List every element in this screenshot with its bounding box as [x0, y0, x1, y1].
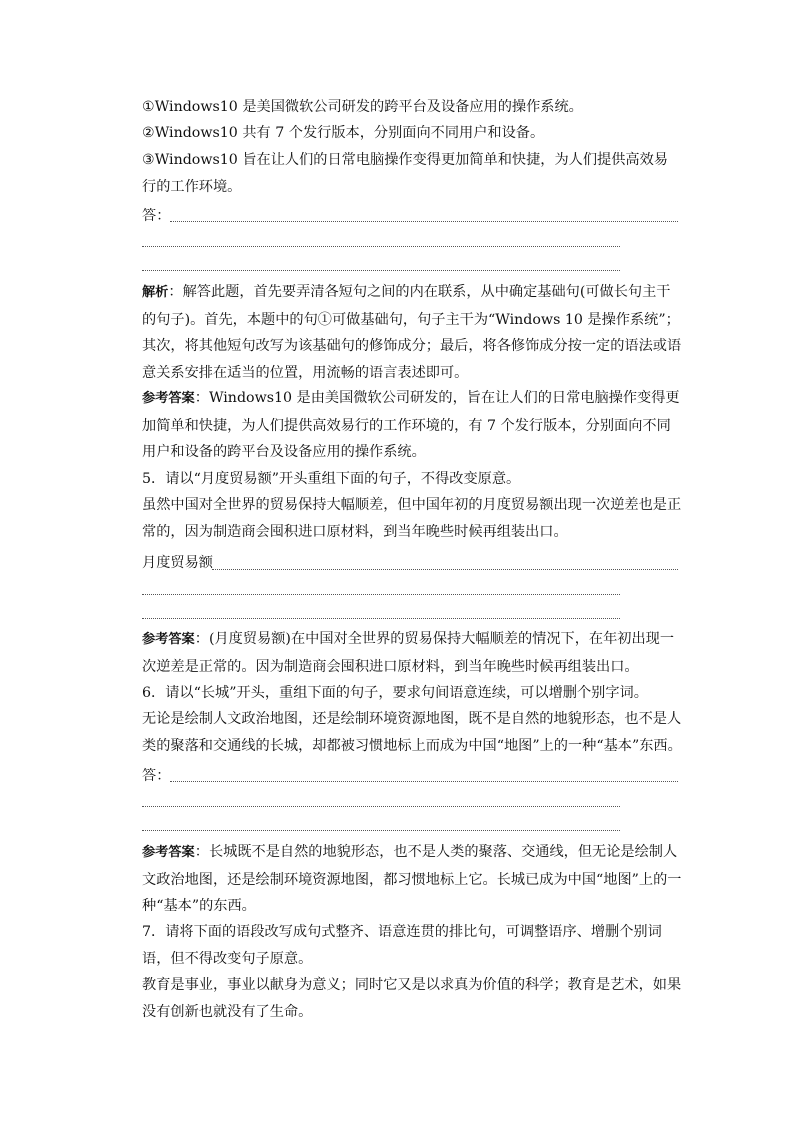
answer-line[interactable] [142, 806, 620, 807]
question-5-passage: 虽然中国对全世界的贸易保持大幅顺差，但中国年初的月度贸易额出现一次逆差也是正常的，因为制造商会囤积进口原材料，到当年晚些时候再组装出口。 [142, 497, 682, 540]
answer-line[interactable] [142, 594, 620, 595]
statement-3: ③Windows10 旨在让人们的日常电脑操作变得更加简单和快捷，为人们提供高效易行的工作环境。 [142, 152, 668, 195]
reference-text: ：长城既不是自然的地貌形态，也不是人类的聚落、交通线，但无论是绘制人文政治地图，还是绘制环境资源地图，都习惯地标上它。长城已成为中国“地图”上的一种“基本”的东西。 [142, 844, 682, 914]
question-6-passage: 无论是绘制人文政治地图，还是绘制环境资源地图，既不是自然的地貌形态，也不是人类的聚落和交通线的长城，却都被习惯地标上而成为中国“地图”上的一种“基本”东西。 [142, 711, 682, 754]
statement-2: ②Windows10 共有 7 个发行版本，分别面向不同用户和设备。 [142, 125, 545, 141]
answer-line[interactable] [142, 246, 620, 247]
answer-label: 答： [142, 768, 171, 784]
question-7-title: 7．请将下面的语段改写成句式整齐、语意连贯的排比句，可调整语序、增删个别词语，但不得改变句子原意。 [142, 924, 662, 967]
answer-line[interactable] [170, 781, 678, 782]
statement-1: ①Windows10 是美国微软公司研发的跨平台及设备应用的操作系统。 [142, 99, 583, 115]
answer-prefix: 月度贸易额 [142, 555, 213, 571]
analysis-text: ：解答此题，首先要弄清各短句之间的内在联系，从中确定基础句(可做长句主干的句子)。首先，本题中的句①可做基础句，句子主干为“Windows 10 是操作系统”；其次，将其他短句改写为该基础句的修饰成分；最后，将各修饰成分按一定的语法或语意关系安排在适当的位置，用流畅的语言表述即可。 [142, 284, 682, 381]
answer-line[interactable] [212, 569, 678, 570]
reference-answer-q4 [142, 385, 682, 466]
reference-text: ：(月度贸易额)在中国对全世界的贸易保持大幅顺差的情况下，在年初出现一次逆差是正常的。因为制造商会囤积进口原材料，到当年晚些时候再组装出口。 [142, 631, 675, 675]
analysis-label: 解析 [142, 285, 169, 300]
reference-label: 参考答案 [142, 845, 195, 860]
analysis-paragraph [142, 279, 682, 386]
reference-label: 参考答案 [142, 391, 195, 406]
reference-text: ：Windows10 是由美国微软公司研发的，旨在让人们的日常电脑操作变得更加简单和快捷，为人们提供高效易行的工作环境的，有 7 个发行版本，分别面向不同用户和设备的跨平台及设备应用的操作系统。 [142, 390, 680, 460]
question-7-passage: 教育是事业，事业以献身为意义；同时它又是以求真为价值的科学；教育是艺术，如果没有创新也就没有了生命。 [142, 977, 682, 1020]
reference-label: 参考答案 [142, 632, 195, 647]
answer-line[interactable] [142, 270, 620, 271]
answer-label: 答： [142, 208, 171, 224]
answer-line[interactable] [142, 618, 620, 619]
answer-line[interactable] [142, 830, 620, 831]
question-6-title: 6．请以“长城”开头，重组下面的句子，要求句间语意连续，可以增删个别字词。 [142, 685, 648, 701]
reference-answer-q5 [142, 626, 682, 680]
answer-line[interactable] [170, 221, 678, 222]
question-5-title: 5．请以“月度贸易额”开头重组下面的句子，不得改变原意。 [142, 471, 521, 487]
reference-answer-q6 [142, 839, 682, 920]
